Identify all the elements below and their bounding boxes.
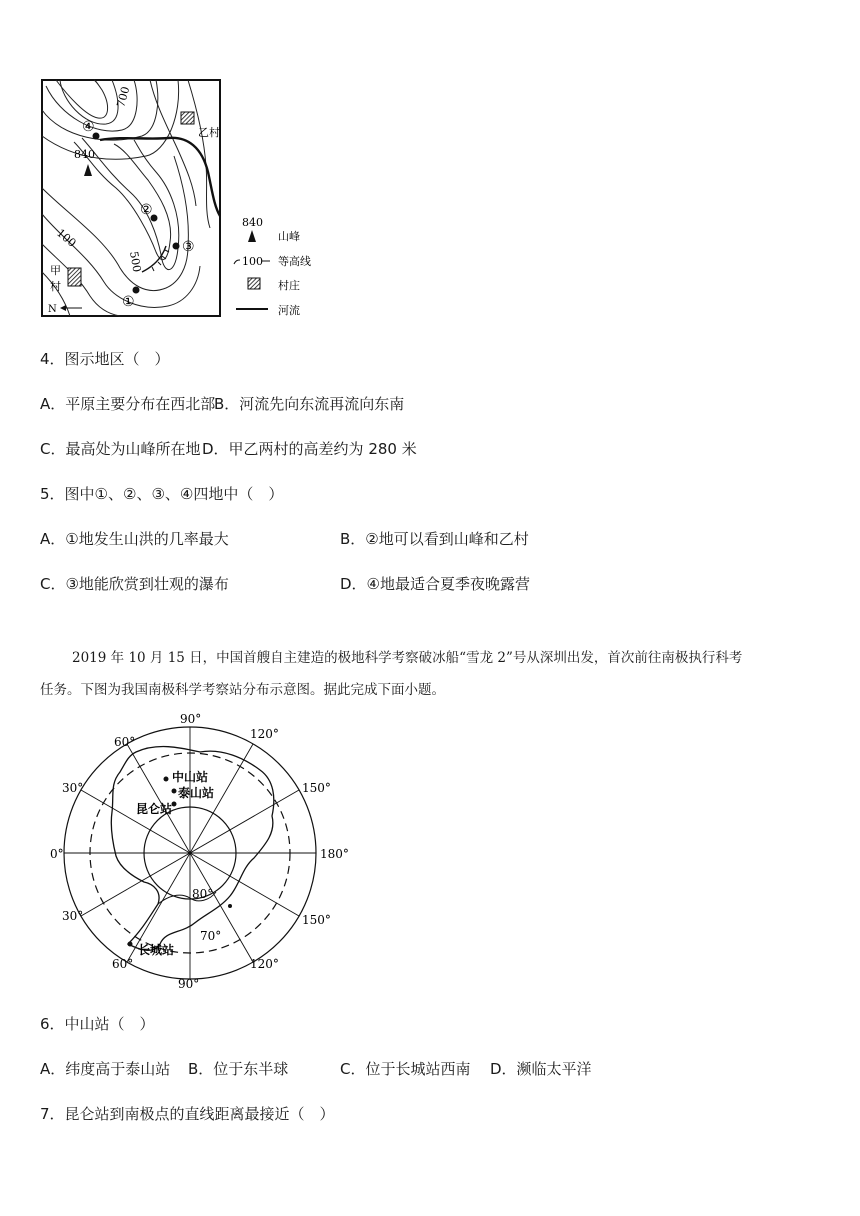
point-2-label: ②	[140, 202, 153, 218]
lon-label-60-bl: 60°	[112, 957, 134, 971]
lon-label-180: 180°	[320, 847, 349, 861]
question-4-option-b[interactable]: B．河流先向东流再流向东南	[214, 395, 405, 413]
question-6-option-c[interactable]: C．位于长城站西南	[340, 1060, 471, 1078]
question-6-stem: 6．中山站（ ）	[40, 1015, 155, 1033]
intro-line-1: 2019 年 10 月 15 日，中国首艘自主建造的极地科学考察破冰船“雪龙 2”号从深圳出发，首次前往南极执行科考	[72, 650, 743, 666]
lon-label-60-tl: 60°	[114, 735, 136, 749]
lon-label-30-bl: 30°	[62, 909, 84, 923]
lon-label-120-br: 120°	[250, 957, 279, 971]
contour-label-100: 100	[54, 226, 79, 250]
village-jia-label-2: 村	[50, 280, 61, 293]
peak-height-label: 840	[74, 148, 95, 161]
question-7-stem: 7．昆仑站到南极点的直线距离最接近（ ）	[40, 1105, 335, 1123]
taishan-station-dot	[172, 789, 177, 794]
village-jia-label-1: 甲	[50, 264, 61, 277]
meridians	[64, 727, 316, 979]
question-5-option-c[interactable]: C．③地能欣赏到壮观的瀑布	[40, 575, 229, 593]
zhongshan-label: 中山站	[172, 770, 209, 784]
point-1-dot	[133, 287, 140, 294]
question-6-option-d[interactable]: D．濒临太平洋	[490, 1060, 592, 1078]
cliff-mark	[142, 246, 166, 272]
lon-label-90-bottom: 90°	[178, 977, 200, 991]
legend-village-label: 村庄	[278, 279, 300, 292]
legend-contour-icon	[234, 260, 240, 264]
question-5-option-a[interactable]: A．①地发生山洪的几率最大	[40, 530, 229, 548]
question-4-option-a[interactable]: A．平原主要分布在西北部	[40, 395, 216, 413]
lon-label-150-r: 150°	[302, 781, 331, 795]
legend-peak-height: 840	[242, 216, 263, 229]
zhongshan-station-dot	[164, 777, 169, 782]
lon-label-30-l: 30°	[62, 781, 84, 795]
changcheng-station-dot	[128, 942, 133, 947]
taishan-label: 泰山站	[178, 786, 215, 800]
contour-label-700: 700	[114, 85, 133, 109]
lon-label-90-top: 90°	[180, 712, 202, 726]
village-yi-icon	[181, 112, 194, 124]
legend-river-label: 河流	[278, 304, 300, 317]
contour-label-500: 500	[127, 250, 144, 274]
legend-village-icon	[248, 278, 260, 289]
question-6-option-a[interactable]: A．纬度高于泰山站	[40, 1060, 171, 1078]
village-jia-icon	[68, 268, 81, 286]
peak-icon	[84, 164, 92, 176]
lon-label-150-br: 150°	[302, 913, 331, 927]
lat-label-80: 80°	[192, 887, 214, 901]
legend-peak-label: 山峰	[278, 230, 300, 243]
point-4-label: ④	[82, 119, 95, 135]
kunlun-label: 昆仑站	[136, 802, 173, 816]
intro-line-2: 任务。下图为我国南极科学考察站分布示意图。据此完成下面小题。	[40, 682, 445, 698]
point-1-label: ①	[122, 294, 135, 310]
lon-label-120-tr: 120°	[250, 727, 279, 741]
question-4-stem: 4．图示地区（ ）	[40, 350, 170, 368]
topographic-map	[38, 76, 338, 326]
kunlun-station-dot	[172, 802, 177, 807]
question-4-option-d[interactable]: D．甲乙两村的高差约为 280 米	[202, 440, 417, 458]
question-5-option-d[interactable]: D．④地最适合夏季夜晚露营	[340, 575, 530, 593]
question-5-stem: 5．图中①、②、③、④四地中（ ）	[40, 485, 284, 503]
point-3-label: ③	[182, 239, 195, 255]
question-6-option-b[interactable]: B．位于东半球	[188, 1060, 289, 1078]
question-5-option-b[interactable]: B．②地可以看到山峰和乙村	[340, 530, 529, 548]
lat-label-70: 70°	[200, 929, 222, 943]
changcheng-label: 长城站	[138, 943, 175, 957]
map-legend	[234, 216, 311, 317]
legend-contour-label: 等高线	[278, 255, 311, 268]
lon-label-0: 0°	[50, 847, 64, 861]
question-4-option-c[interactable]: C．最高处为山峰所在地	[40, 440, 201, 458]
point-3-dot	[173, 243, 180, 250]
legend-peak-icon	[248, 230, 256, 242]
north-label: N	[48, 304, 57, 315]
legend-contour-value: 100	[242, 255, 263, 268]
antarctica-polar-map	[40, 708, 360, 998]
village-yi-label: 乙村	[198, 126, 220, 139]
